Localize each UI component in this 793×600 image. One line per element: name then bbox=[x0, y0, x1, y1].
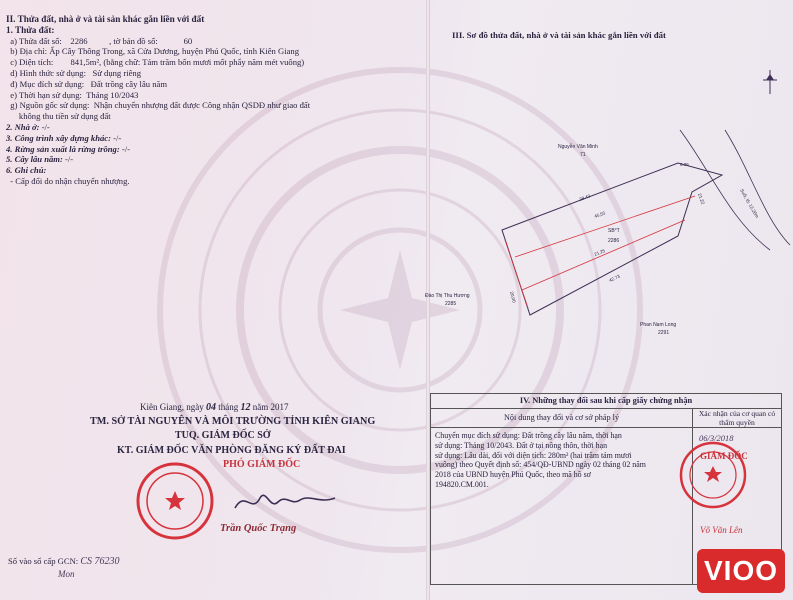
dim-right-1: 6.06 bbox=[680, 162, 689, 167]
address-row bbox=[6, 46, 420, 57]
director-signer: Võ Văn Lên bbox=[700, 525, 743, 535]
parcel-division-line-2 bbox=[522, 220, 685, 290]
date-day: 04 bbox=[205, 402, 216, 413]
parcel-division-line bbox=[515, 196, 695, 257]
date-month-label: tháng bbox=[218, 402, 239, 412]
parcel-map bbox=[425, 60, 793, 390]
house-value: -/- bbox=[41, 121, 50, 132]
authorized-line: TUQ. GIÁM ĐỐC SỞ bbox=[175, 430, 271, 441]
changes-col-header-2: Xác nhận của cơ quan có thẩm quyền bbox=[693, 409, 781, 428]
dim-inner-2: 21.25 bbox=[593, 248, 606, 257]
changes-title: IV. Những thay đổi sau khi cấp giấy chứng nhận bbox=[431, 394, 781, 409]
dim-right-2: 21.22 bbox=[697, 192, 706, 205]
parcel-area-label: SB°T bbox=[608, 228, 620, 234]
change-line-1: Chuyển mục đích sử dụng: Đất trồng cây lâu năm, thời hạn bbox=[435, 431, 622, 440]
change-line-4: vuông) theo Quyết định số: 454/QĐ-UBND ngày 02 tháng 02 năm bbox=[435, 460, 646, 470]
authority-line: TM. SỞ TÀI NGUYÊN VÀ MÔI TRƯỜNG TỈNH KIÊN GIANG bbox=[90, 416, 376, 427]
signer-name: Trần Quốc Trạng bbox=[220, 523, 297, 534]
dim-bottom: 42.73 bbox=[608, 273, 621, 283]
change-line-3: sử dụng: Lâu dài, đổi với diện tích: 280m² (hai trăm tám mươi bbox=[435, 450, 632, 460]
parcel-info bbox=[6, 14, 420, 187]
forest-value: -/- bbox=[121, 143, 130, 154]
construction-row bbox=[6, 133, 420, 144]
dim-top: 38.43 bbox=[578, 193, 591, 202]
director-role: GIÁM ĐỐC bbox=[700, 451, 748, 461]
section-2-title: II. Thửa đất, nhà ở và tài sản khác gắn liền với đất bbox=[6, 14, 205, 24]
west-neighbor-parcel: 2285 bbox=[445, 301, 457, 307]
registry-label: Số vào sổ cấp GCN: bbox=[8, 556, 79, 566]
origin-value: Nhận chuyển nhượng đất được Công nhận QSDĐ như giao đất bbox=[93, 100, 311, 111]
changes-col-header-1: Nội dung thay đổi và cơ sở pháp lý bbox=[431, 409, 692, 428]
usage-term-row bbox=[6, 90, 420, 101]
usage-term-value: Tháng 10/2043 bbox=[86, 89, 139, 100]
usage-term-label: e) Thời hạn sử dụng: bbox=[10, 89, 82, 100]
address-value: Ấp Cây Thông Trong, xã Cửa Dương, huyện Phú Quốc, tỉnh Kiên Giang bbox=[49, 46, 299, 57]
map-sheet-label: , tờ bản đồ số: bbox=[109, 35, 158, 46]
area-label: c) Diện tích: bbox=[10, 57, 54, 68]
deputy-director-title: PHÓ GIÁM ĐỐC bbox=[223, 459, 301, 470]
registry-value: CS 76230 bbox=[80, 556, 120, 567]
house-label: 2. Nhà ở: bbox=[6, 121, 40, 132]
parcel-number-value: 2286 bbox=[70, 35, 88, 46]
west-neighbor-label: Đào Thị Thu Hương bbox=[425, 293, 470, 299]
parcel-number-label-map: 2286 bbox=[608, 238, 620, 244]
notes-value bbox=[6, 176, 420, 187]
origin-value-2: không thu tiền sử dụng đất bbox=[18, 111, 111, 122]
road-line-2 bbox=[725, 130, 790, 245]
north-neighbor-label: Nguyễn Văn Minh bbox=[558, 144, 598, 150]
address-label: b) Địa chỉ: bbox=[10, 46, 48, 57]
change-line-2: sử dụng: Tháng 10/2043. Đất ở tại nông thôn, thời hạn bbox=[435, 440, 608, 450]
perennial-label: 5. Cây lâu năm: bbox=[6, 154, 63, 165]
area-row bbox=[6, 57, 420, 68]
date-year: năm 2017 bbox=[252, 402, 289, 412]
official-stamp bbox=[135, 461, 215, 541]
issue-date bbox=[140, 402, 288, 413]
road-label: Suối, lộ: 12,20m bbox=[739, 188, 760, 219]
construction-label: 3. Công trình xây dựng khác: bbox=[6, 132, 111, 143]
forest-label: 4. Rừng sản xuất là rừng trồng: bbox=[6, 143, 120, 154]
section-1-title: 1. Thửa đất: bbox=[6, 24, 55, 35]
origin-label: g) Nguồn gốc sử dụng: bbox=[10, 100, 90, 111]
vioo-logo: VIOO bbox=[697, 549, 785, 593]
notes-label: 6. Ghi chú: bbox=[6, 165, 47, 176]
dim-inner-1: 45,55 bbox=[593, 210, 606, 219]
map-sheet-value: 60 bbox=[183, 35, 193, 46]
usage-form-row bbox=[6, 68, 420, 79]
changes-content-column bbox=[431, 409, 693, 584]
parcel-number-label: a) Thửa đất số: bbox=[10, 35, 62, 46]
parcel-number-row bbox=[6, 36, 420, 47]
house-row bbox=[6, 122, 420, 133]
origin-row bbox=[6, 100, 420, 111]
usage-purpose-label: đ) Mục đích sử dụng: bbox=[10, 78, 85, 89]
change-line-6: 194820.CM.001. bbox=[435, 479, 489, 489]
notes-row bbox=[6, 165, 420, 176]
registry-note: Mon bbox=[58, 569, 75, 579]
handwritten-signature bbox=[230, 480, 340, 520]
north-neighbor-parcel: 71 bbox=[580, 152, 586, 158]
change-line-5: 2018 của UBND huyện Phú Quốc, theo mã hồ sơ bbox=[435, 470, 591, 480]
date-prefix: Kiên Giang, ngày bbox=[140, 402, 204, 412]
dim-left: 20,00 bbox=[509, 290, 517, 304]
usage-purpose-row bbox=[6, 79, 420, 90]
usage-purpose-value: Đất trồng cây lâu năm bbox=[90, 78, 168, 89]
office-line: KT. GIÁM ĐỐC VĂN PHÒNG ĐĂNG KÝ ĐẤT ĐAI bbox=[117, 445, 346, 456]
date-month: 12 bbox=[240, 402, 251, 413]
road-line-1 bbox=[680, 130, 770, 250]
confirm-date: 06/3/2018 bbox=[699, 433, 734, 443]
perennial-row bbox=[6, 154, 420, 165]
usage-form-value: Sử dụng riêng bbox=[92, 67, 142, 78]
construction-value: -/- bbox=[113, 132, 122, 143]
forest-row bbox=[6, 144, 420, 155]
south-neighbor-label: Phan Nam Long bbox=[640, 322, 677, 328]
north-arrow-icon bbox=[763, 70, 777, 94]
changes-content bbox=[435, 431, 690, 490]
map-section-title: III. Sơ đồ thửa đất, nhà ở và tài sản khác gắn liền với đất bbox=[452, 30, 666, 40]
registry-number bbox=[8, 556, 120, 567]
south-neighbor-parcel: 2291 bbox=[658, 330, 670, 336]
perennial-value: -/- bbox=[64, 154, 74, 165]
notes-text: - Cấp đổi do nhận chuyển nhượng. bbox=[10, 175, 130, 186]
area-value: 841,5m², (bằng chữ: Tám trăm bốn mươi mốt phẩy năm mét vuông) bbox=[70, 57, 305, 68]
origin-row-2 bbox=[6, 111, 420, 122]
usage-form-label: d) Hình thức sử dụng: bbox=[10, 67, 86, 78]
